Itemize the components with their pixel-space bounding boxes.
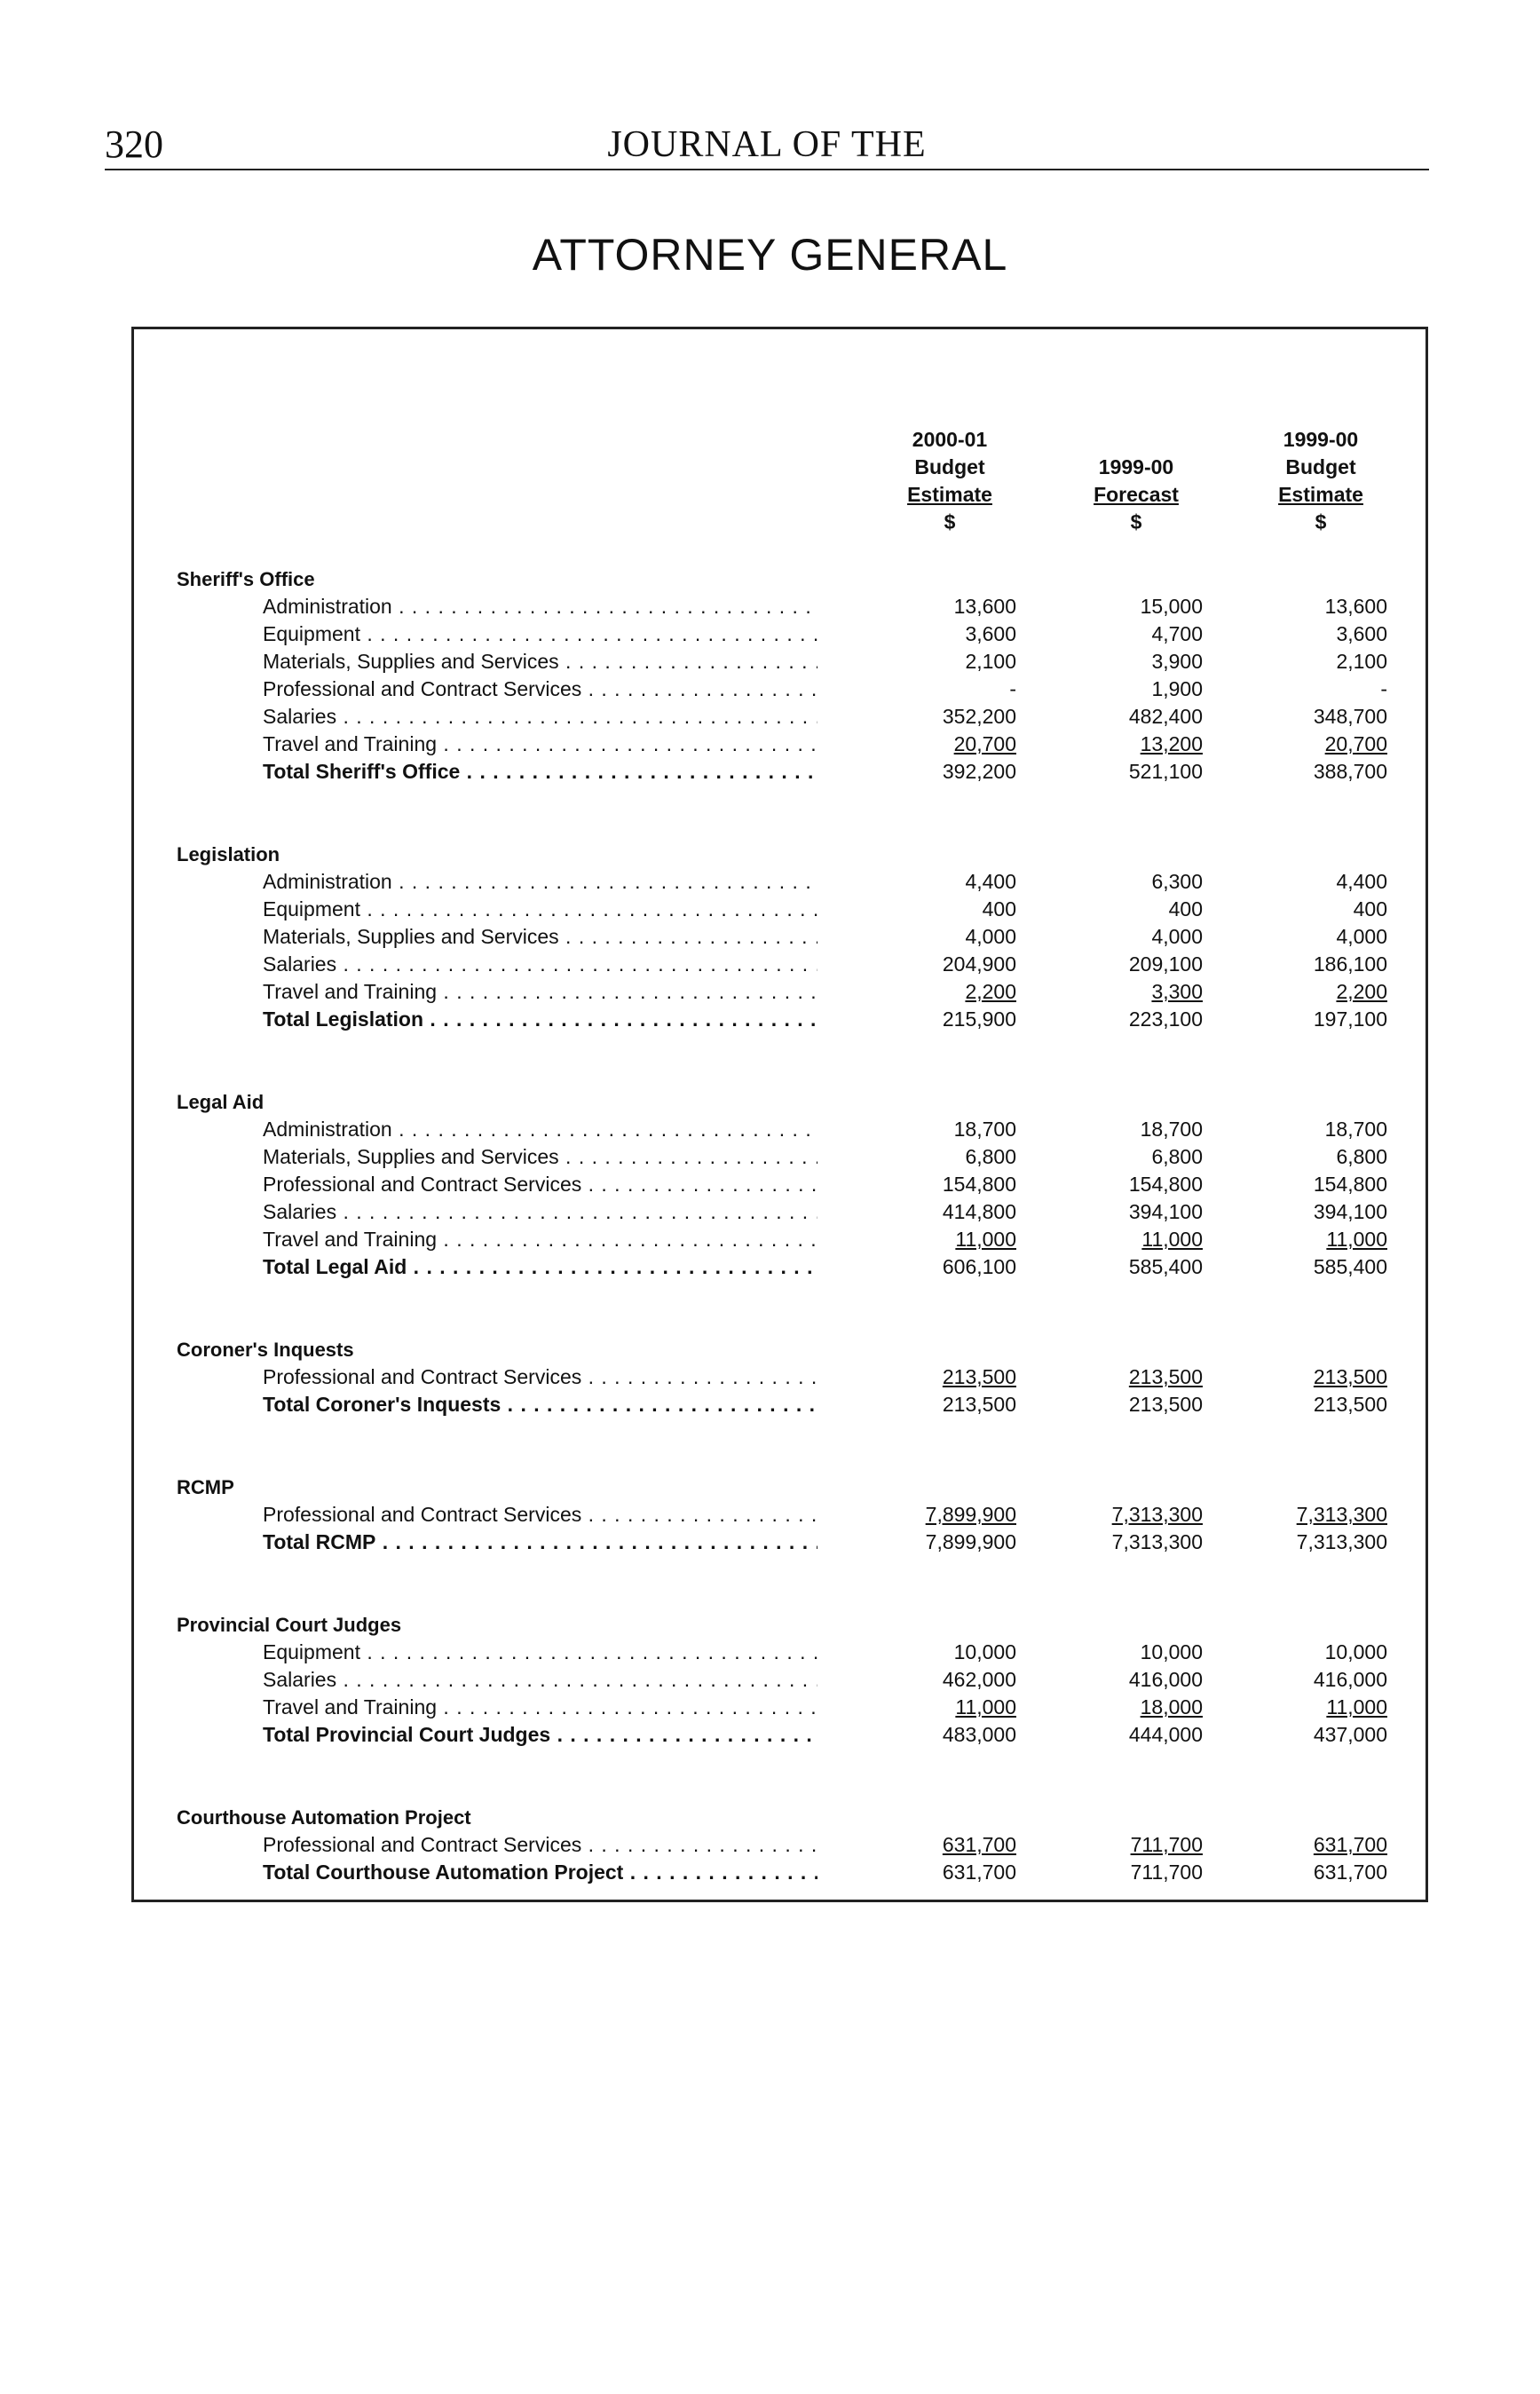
budget-section <box>0 565 1540 786</box>
row-value: 2,200 <box>1336 980 1387 1003</box>
column-header-1999-00-budget-estimate: 1999-00 Budget Estimate $ <box>1278 428 1363 533</box>
section-title: Coroner's Inquests <box>177 1339 354 1361</box>
row-value: 388,700 <box>1313 760 1387 783</box>
row-value: 2,200 <box>965 980 1016 1003</box>
row-label: Total Sheriff's Office . . . <box>263 758 817 786</box>
row-label: Total Coroner's Inquests . . . <box>263 1391 817 1418</box>
row-value: 3,300 <box>1151 980 1203 1003</box>
row-value: 13,200 <box>1140 732 1203 755</box>
row-value: 400 <box>982 897 1016 920</box>
row-value: 585,400 <box>1128 1255 1203 1278</box>
row-label: Travel and Training . . . <box>263 1694 817 1721</box>
row-value: 4,400 <box>965 870 1016 893</box>
row-value: 204,900 <box>942 952 1016 976</box>
running-head: JOURNAL OF THE <box>607 124 927 165</box>
row-value: 11,000 <box>1326 1695 1387 1718</box>
budget-section <box>0 1611 1540 1749</box>
table-total-row <box>0 1721 1540 1749</box>
row-label: Total Provincial Court Judges . . . <box>263 1721 817 1749</box>
row-value: 414,800 <box>942 1200 1016 1223</box>
table-row <box>0 951 1540 978</box>
section-title: Legal Aid <box>177 1091 265 1113</box>
row-label: Equipment . . . <box>263 896 817 923</box>
row-value: - <box>1380 677 1387 700</box>
row-value: 7,899,900 <box>925 1530 1016 1553</box>
section-title: Sheriff's Office <box>177 568 315 590</box>
section-spacer <box>0 786 1540 841</box>
row-label: Equipment . . . <box>263 620 817 648</box>
row-value: 462,000 <box>942 1668 1016 1691</box>
row-value: 154,800 <box>1313 1173 1387 1196</box>
row-value: 213,500 <box>1313 1393 1387 1416</box>
row-value: 197,100 <box>1313 1007 1387 1031</box>
budget-section <box>0 841 1540 1033</box>
table-total-row <box>0 1391 1540 1418</box>
page-number: 320 <box>105 122 163 166</box>
row-value: 11,000 <box>955 1695 1016 1718</box>
row-label: Administration . . . <box>263 868 817 896</box>
section-spacer <box>0 1033 1540 1088</box>
row-label: Materials, Supplies and Services . . . <box>263 648 817 676</box>
row-label: Professional and Contract Services . . . <box>263 1501 817 1529</box>
row-value: 20,700 <box>953 732 1016 755</box>
row-value: 631,700 <box>1313 1861 1387 1884</box>
row-value: 18,700 <box>1324 1118 1387 1141</box>
row-value: 4,000 <box>1151 925 1203 948</box>
row-value: 6,800 <box>965 1145 1016 1168</box>
row-label: Travel and Training . . . <box>263 978 817 1006</box>
row-value: 13,600 <box>1324 595 1387 618</box>
table-row <box>0 620 1540 648</box>
table-row <box>0 1198 1540 1226</box>
table-row <box>0 731 1540 758</box>
row-label: Salaries . . . <box>263 1666 817 1694</box>
table-total-row <box>0 1859 1540 1886</box>
row-value: 11,000 <box>1141 1228 1203 1251</box>
row-value: 631,700 <box>942 1861 1016 1884</box>
row-value: 521,100 <box>1128 760 1203 783</box>
row-value: 1,900 <box>1151 677 1203 700</box>
table-row <box>0 593 1540 620</box>
row-value: 394,100 <box>1313 1200 1387 1223</box>
section-spacer <box>0 1281 1540 1336</box>
row-value: 20,700 <box>1324 732 1387 755</box>
row-label: Travel and Training . . . <box>263 731 817 758</box>
row-value: 4,700 <box>1151 622 1203 645</box>
table-total-row <box>0 1253 1540 1281</box>
row-value: 437,000 <box>1313 1723 1387 1746</box>
row-value: 3,600 <box>965 622 1016 645</box>
row-value: 2,100 <box>1336 650 1387 673</box>
row-value: 711,700 <box>1130 1861 1203 1884</box>
table-row <box>0 1501 1540 1529</box>
row-label: Professional and Contract Services . . . <box>263 1171 817 1198</box>
table-row <box>0 703 1540 731</box>
row-value: 400 <box>1353 897 1387 920</box>
row-value: 213,500 <box>1128 1365 1203 1388</box>
row-value: 213,500 <box>1313 1365 1387 1388</box>
row-value: 213,500 <box>942 1393 1016 1416</box>
row-value: 606,100 <box>942 1255 1016 1278</box>
table-row <box>0 648 1540 676</box>
row-value: 394,100 <box>1128 1200 1203 1223</box>
section-title: Provincial Court Judges <box>177 1614 402 1636</box>
row-label: Professional and Contract Services . . . <box>263 1831 817 1859</box>
row-value: 711,700 <box>1130 1833 1203 1856</box>
table-row <box>0 868 1540 896</box>
budget-section <box>0 1804 1540 1886</box>
table-row <box>0 1363 1540 1391</box>
table-row <box>0 978 1540 1006</box>
row-label: Equipment . . . <box>263 1639 817 1666</box>
row-value: 213,500 <box>942 1365 1016 1388</box>
table-row <box>0 1694 1540 1721</box>
table-row <box>0 1226 1540 1253</box>
row-value: 7,899,900 <box>925 1503 1016 1526</box>
row-value: 4,000 <box>965 925 1016 948</box>
row-label: Total RCMP . . . <box>263 1529 817 1556</box>
row-value: 6,300 <box>1151 870 1203 893</box>
page-title: ATTORNEY GENERAL <box>532 230 1008 280</box>
row-value: 11,000 <box>1326 1228 1387 1251</box>
row-label: Salaries . . . <box>263 1198 817 1226</box>
table-row <box>0 1171 1540 1198</box>
row-value: 631,700 <box>942 1833 1016 1856</box>
table-total-row <box>0 758 1540 786</box>
table-row <box>0 896 1540 923</box>
row-value: 215,900 <box>942 1007 1016 1031</box>
row-value: 213,500 <box>1128 1393 1203 1416</box>
row-label: Salaries . . . <box>263 951 817 978</box>
column-headers <box>0 426 1540 550</box>
row-value: - <box>1009 677 1016 700</box>
row-value: 7,313,300 <box>1296 1503 1387 1526</box>
section-spacer <box>0 1418 1540 1474</box>
row-value: 400 <box>1168 897 1203 920</box>
row-value: 13,600 <box>953 595 1016 618</box>
row-value: 11,000 <box>955 1228 1016 1251</box>
row-label: Total Legal Aid . . . <box>263 1253 817 1281</box>
row-value: 6,800 <box>1336 1145 1387 1168</box>
row-value: 352,200 <box>942 705 1016 728</box>
row-value: 392,200 <box>942 760 1016 783</box>
table-row <box>0 1666 1540 1694</box>
row-value: 154,800 <box>942 1173 1016 1196</box>
table-row <box>0 676 1540 703</box>
row-value: 154,800 <box>1128 1173 1203 1196</box>
row-label: Materials, Supplies and Services . . . <box>263 1143 817 1171</box>
budget-section <box>0 1088 1540 1281</box>
row-label: Materials, Supplies and Services . . . <box>263 923 817 951</box>
row-value: 482,400 <box>1128 705 1203 728</box>
row-value: 483,000 <box>942 1723 1016 1746</box>
row-label: Total Legislation . . . <box>263 1006 817 1033</box>
table-total-row <box>0 1529 1540 1556</box>
row-value: 585,400 <box>1313 1255 1387 1278</box>
row-value: 4,400 <box>1336 870 1387 893</box>
section-title: Courthouse Automation Project <box>177 1806 471 1829</box>
row-label: Professional and Contract Services . . . <box>263 1363 817 1391</box>
row-value: 7,313,300 <box>1296 1530 1387 1553</box>
row-value: 3,900 <box>1151 650 1203 673</box>
row-value: 10,000 <box>1324 1640 1387 1663</box>
table-row <box>0 1831 1540 1859</box>
row-label: Professional and Contract Services . . . <box>263 676 817 703</box>
row-value: 18,000 <box>1140 1695 1203 1718</box>
section-spacer <box>0 1556 1540 1611</box>
column-header-1999-00-forecast: 1999-00 Forecast $ <box>1094 455 1179 533</box>
budget-section <box>0 1336 1540 1418</box>
row-value: 348,700 <box>1313 705 1387 728</box>
row-value: 209,100 <box>1128 952 1203 976</box>
table-row <box>0 1639 1540 1666</box>
row-value: 10,000 <box>1140 1640 1203 1663</box>
table-row <box>0 1143 1540 1171</box>
row-label: Travel and Training . . . <box>263 1226 817 1253</box>
row-value: 223,100 <box>1128 1007 1203 1031</box>
row-label: Salaries . . . <box>263 703 817 731</box>
row-value: 6,800 <box>1151 1145 1203 1168</box>
budget-sections <box>0 565 1540 1886</box>
section-spacer <box>0 1749 1540 1804</box>
row-value: 416,000 <box>1128 1668 1203 1691</box>
row-value: 186,100 <box>1313 952 1387 976</box>
row-value: 7,313,300 <box>1111 1530 1203 1553</box>
row-value: 416,000 <box>1313 1668 1387 1691</box>
row-label: Total Courthouse Automation Project . . . <box>263 1859 817 1886</box>
row-value: 4,000 <box>1336 925 1387 948</box>
row-value: 18,700 <box>1140 1118 1203 1141</box>
table-total-row <box>0 1006 1540 1033</box>
row-value: 444,000 <box>1128 1723 1203 1746</box>
budget-section <box>0 1474 1540 1556</box>
row-value: 18,700 <box>953 1118 1016 1141</box>
row-value: 2,100 <box>965 650 1016 673</box>
section-title: RCMP <box>177 1476 234 1498</box>
row-label: Administration . . . <box>263 593 817 620</box>
row-value: 631,700 <box>1313 1833 1387 1856</box>
row-value: 10,000 <box>953 1640 1016 1663</box>
table-row <box>0 923 1540 951</box>
row-label: Administration . . . <box>263 1116 817 1143</box>
table-row <box>0 1116 1540 1143</box>
row-value: 7,313,300 <box>1111 1503 1203 1526</box>
page-header <box>105 122 1429 170</box>
section-title: Legislation <box>177 843 280 865</box>
row-value: 3,600 <box>1336 622 1387 645</box>
column-header-2000-01-budget-estimate: 2000-01 Budget Estimate $ <box>907 428 992 533</box>
row-value: 15,000 <box>1140 595 1203 618</box>
